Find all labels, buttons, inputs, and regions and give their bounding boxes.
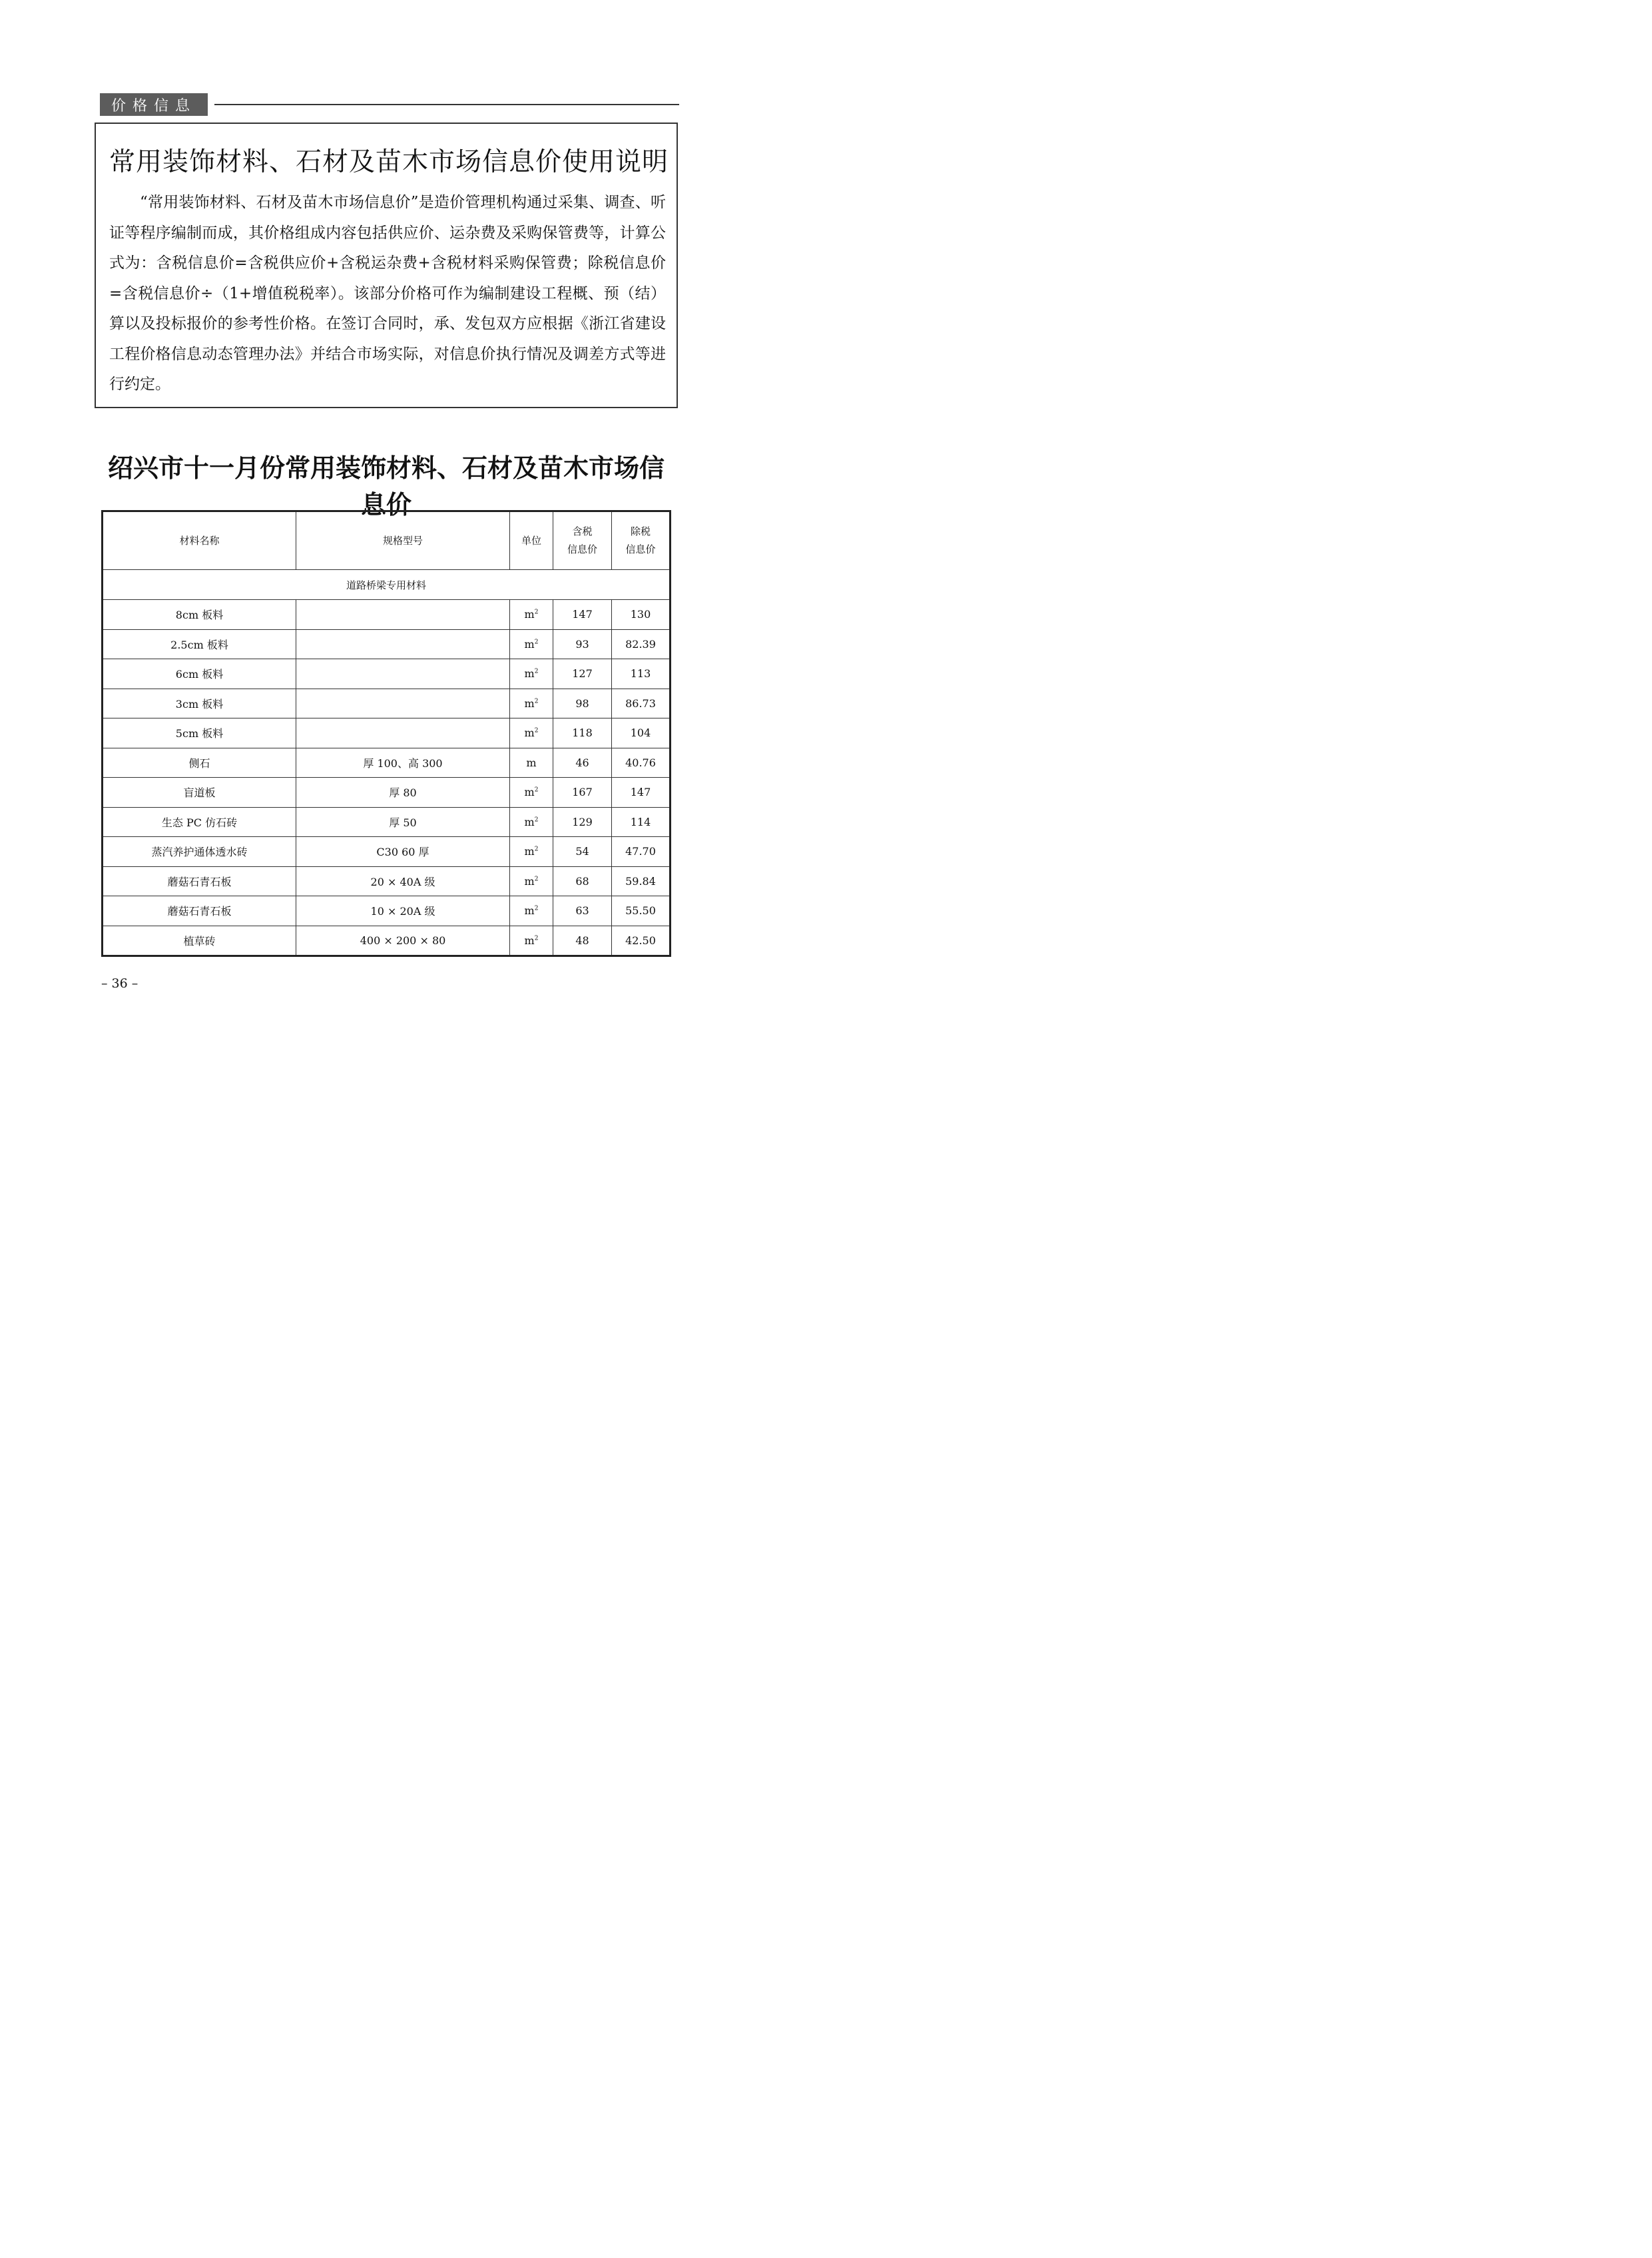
cell-unit	[510, 896, 553, 926]
cell-spec: 厚 50	[296, 807, 510, 837]
unit-exponent: 2	[534, 639, 539, 646]
table-row	[103, 866, 671, 896]
section-divider	[214, 104, 679, 105]
cell-spec: 20 × 40A 级	[296, 866, 510, 896]
cell-material-name: 侧石	[103, 748, 296, 778]
unit-base: m	[524, 845, 535, 858]
cell-unit	[510, 718, 553, 748]
cell-tax-included-price: 46	[553, 748, 612, 778]
cell-material-name: 植草砖	[103, 926, 296, 956]
header-tax-included-line2: 信息价	[567, 543, 597, 555]
unit-base: m	[524, 934, 535, 947]
cell-tax-included-price: 68	[553, 866, 612, 896]
cell-material-name: 8cm 板料	[103, 600, 296, 630]
usage-notice-box	[95, 123, 678, 408]
section-tag: 价格信息	[100, 93, 208, 116]
unit-exponent: 2	[534, 876, 539, 883]
price-table-title: 绍兴市十一月份常用装饰材料、石材及苗木市场信息价	[107, 453, 665, 519]
unit-base: m	[524, 904, 535, 918]
cell-spec: C30 60 厚	[296, 837, 510, 867]
header-tax-excluded-line1: 除税	[630, 525, 651, 537]
cell-spec: 10 × 20A 级	[296, 896, 510, 926]
cell-tax-included-price: 167	[553, 778, 612, 808]
table-row	[103, 926, 671, 956]
cell-tax-excluded-price: 55.50	[612, 896, 671, 926]
unit-base: m	[524, 815, 535, 828]
cell-material-name: 3cm 板料	[103, 689, 296, 718]
cell-material-name: 生态 PC 仿石砖	[103, 807, 296, 837]
cell-unit	[510, 748, 553, 778]
cell-material-name: 蒸汽养护通体透水砖	[103, 837, 296, 867]
unit-base: m	[524, 726, 535, 740]
unit-exponent: 2	[534, 816, 539, 824]
table-row	[103, 807, 671, 837]
cell-unit	[510, 837, 553, 867]
unit-exponent: 2	[534, 786, 539, 794]
unit-exponent: 2	[534, 935, 539, 942]
unit-exponent: 2	[534, 905, 539, 912]
table-row	[103, 689, 671, 718]
cell-material-name: 6cm 板料	[103, 659, 296, 689]
cell-unit	[510, 689, 553, 718]
header-material-name: 材料名称	[103, 511, 296, 570]
table-row	[103, 778, 671, 808]
cell-tax-included-price: 127	[553, 659, 612, 689]
unit-base: m	[524, 637, 535, 651]
header-unit: 单位	[510, 511, 553, 570]
header-tax-included-price	[553, 511, 612, 570]
cell-spec	[296, 600, 510, 630]
unit-exponent: 2	[534, 698, 539, 705]
table-row	[103, 629, 671, 659]
table-row	[103, 748, 671, 778]
cell-tax-included-price: 118	[553, 718, 612, 748]
cell-tax-excluded-price: 59.84	[612, 866, 671, 896]
cell-spec	[296, 659, 510, 689]
unit-base: m	[524, 786, 535, 799]
cell-tax-included-price: 98	[553, 689, 612, 718]
header-tax-excluded-line2: 信息价	[625, 543, 656, 555]
page-number: – 36 –	[101, 976, 138, 991]
cell-material-name: 2.5cm 板料	[103, 629, 296, 659]
cell-tax-excluded-price: 47.70	[612, 837, 671, 867]
cell-unit	[510, 629, 553, 659]
cell-tax-included-price: 48	[553, 926, 612, 956]
unit-base: m	[526, 756, 537, 769]
cell-spec	[296, 629, 510, 659]
unit-exponent: 2	[534, 727, 539, 734]
cell-unit	[510, 600, 553, 630]
table-row	[103, 896, 671, 926]
cell-material-name: 盲道板	[103, 778, 296, 808]
unit-base: m	[524, 874, 535, 888]
unit-exponent: 2	[534, 846, 539, 853]
cell-spec: 厚 100、高 300	[296, 748, 510, 778]
header-tax-excluded-price	[612, 511, 671, 570]
cell-tax-excluded-price: 82.39	[612, 629, 671, 659]
cell-tax-excluded-price: 104	[612, 718, 671, 748]
cell-tax-included-price: 54	[553, 837, 612, 867]
notice-title: 常用装饰材料、石材及苗木市场信息价使用说明	[109, 147, 669, 177]
table-row	[103, 718, 671, 748]
cell-unit	[510, 926, 553, 956]
cell-spec	[296, 718, 510, 748]
cell-tax-excluded-price: 86.73	[612, 689, 671, 718]
cell-tax-included-price: 147	[553, 600, 612, 630]
group-title: 道路桥梁专用材料	[103, 570, 671, 600]
cell-material-name: 5cm 板料	[103, 718, 296, 748]
cell-material-name: 蘑菇石青石板	[103, 896, 296, 926]
cell-unit	[510, 778, 553, 808]
unit-base: m	[524, 697, 535, 710]
cell-spec	[296, 689, 510, 718]
cell-unit	[510, 866, 553, 896]
table-group-row	[103, 570, 671, 600]
cell-material-name: 蘑菇石青石板	[103, 866, 296, 896]
cell-tax-excluded-price: 114	[612, 807, 671, 837]
cell-tax-excluded-price: 40.76	[612, 748, 671, 778]
notice-body: “常用装饰材料、石材及苗木市场信息价”是造价管理机构通过采集、调查、听证等程序编制而成，其价格组成内容包括供应价、运杂费及采购保管费等，计算公式为：含税信息价=含税供应价+含税运杂费+含税材料采购保管费；除税信息价=含税信息价÷（1+增值税税率）。该部分价格可作为编制建设工程概、预（结）算以及投标报价的参考性价格。在签订合同时，承、发包双方应根据《浙江省建设工程价格信息动态管理办法》并结合市场实际，对信息价执行情况及调差方式等进行约定。	[109, 194, 666, 393]
header-spec: 规格型号	[296, 511, 510, 570]
cell-tax-excluded-price: 42.50	[612, 926, 671, 956]
cell-spec: 400 × 200 × 80	[296, 926, 510, 956]
cell-spec: 厚 80	[296, 778, 510, 808]
cell-unit	[510, 807, 553, 837]
cell-tax-excluded-price: 113	[612, 659, 671, 689]
cell-tax-excluded-price: 130	[612, 600, 671, 630]
cell-tax-excluded-price: 147	[612, 778, 671, 808]
header-tax-included-line1: 含税	[572, 525, 593, 537]
unit-base: m	[524, 608, 535, 621]
unit-exponent: 2	[534, 668, 539, 675]
price-table-body	[103, 570, 671, 956]
unit-base: m	[524, 667, 535, 681]
cell-tax-included-price: 63	[553, 896, 612, 926]
table-row	[103, 837, 671, 867]
cell-tax-included-price: 129	[553, 807, 612, 837]
cell-tax-included-price: 93	[553, 629, 612, 659]
table-row	[103, 659, 671, 689]
cell-unit	[510, 659, 553, 689]
unit-exponent: 2	[534, 609, 539, 616]
table-header-row	[103, 511, 671, 570]
table-row	[103, 600, 671, 630]
price-table	[101, 510, 671, 957]
